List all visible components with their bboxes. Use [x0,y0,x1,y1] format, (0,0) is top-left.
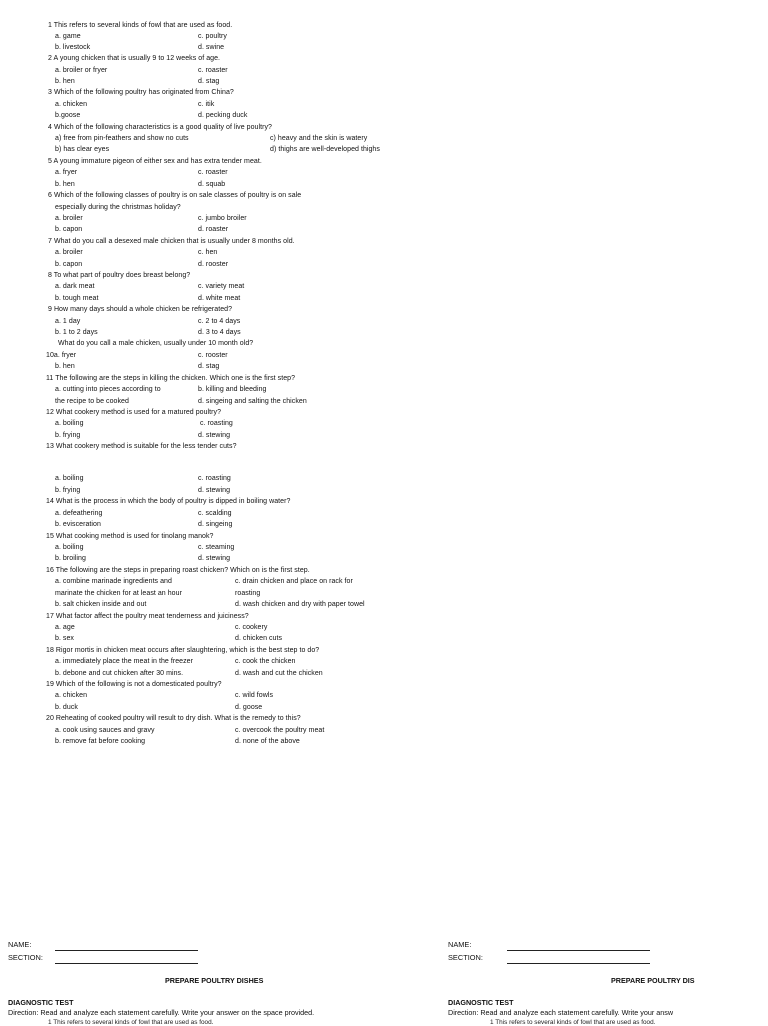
direction-text: Direction: Read and analyze each statement carefully. Write your answer on the space provided. [8,1008,315,1017]
option-a-continued: the recipe to be cooked [55,398,129,405]
cut-off-line: 1 This refers to several kinds of fowl that are used as food. [490,1019,656,1024]
question-1: 1 This refers to several kinds of fowl that are used as food. [48,22,233,29]
option-b: b. tough meat [55,295,99,302]
option-d: d. stewing [198,487,231,494]
option-a: a. broiler or fryer [55,67,108,74]
option-d: d. stewing [198,555,231,562]
option-c: c. roaster [198,169,228,176]
option-c: c. hen [198,249,218,256]
section-label: SECTION: [8,953,43,962]
option-b: b.goose [55,112,81,119]
option-d: d. wash chicken and dry with paper towel [235,601,365,608]
question-19: 19 Which of the following is not a domesticated poultry? [46,681,222,688]
option-d: d. white meat [198,295,241,302]
option-d: d. wash and cut the chicken [235,670,323,677]
option-b: b. hen [55,78,75,85]
option-d: d. 3 to 4 days [198,329,241,336]
question-8: 8 To what part of poultry does breast belong? [48,272,191,279]
option-b: b. capon [55,226,83,233]
question-6: 6 Which of the following classes of poultry is on sale classes of poultry is on sale [48,192,302,199]
option-a-continued: marinate the chicken for at least an hour [55,590,182,597]
option-c: c. overcook the poultry meat [235,727,325,734]
sheet-title: PREPARE POULTRY DISHES [165,976,264,985]
option-c: c. cook the chicken [235,658,296,665]
question-4: 4 Which of the following characteristics is a good quality of live poultry? [48,124,272,131]
question-11: 11 The following are the steps in killing the chicken. Which one is the first step? [46,375,296,382]
option-b: b. livestock [55,44,91,51]
option-d: d. chicken cuts [235,635,283,642]
option-c: c. roasting [198,475,231,482]
option-b: b. debone and cut chicken after 30 mins. [55,670,184,677]
option-a: a. defeathering [55,510,103,517]
option-a: a. fryer [55,169,78,176]
question-17: 17 What factor affect the poultry meat tenderness and juiciness? [46,613,249,620]
question-2: 2 A young chicken that is usually 9 to 12 weeks of age. [48,55,221,62]
option-d: d. roaster [198,226,229,233]
option-b: b. 1 to 2 days [55,329,98,336]
option-d: d. goose [235,704,263,711]
option-d: d) thighs are well-developed thighs [270,146,380,153]
option-c: c. scalding [198,510,232,517]
option-b: b. remove fat before cooking [55,738,146,745]
option-d: d. stag [198,78,220,85]
option-c: c. itik [198,101,215,108]
option-a: a. immediately place the meat in the freezer [55,658,193,665]
option-d: d. pecking duck [198,112,248,119]
option-d: d. none of the above [235,738,300,745]
sheet-title: PREPARE POULTRY DIS [611,976,695,985]
option-c: c) heavy and the skin is watery [270,135,368,142]
option-c: c. poultry [198,33,227,40]
option-c: c. variety meat [198,283,245,290]
option-a: 10a. fryer [46,352,77,359]
option-d: d. singeing [198,521,233,528]
option-c: c. rooster [198,352,228,359]
option-c: c. drain chicken and place on rack for [235,578,353,585]
option-b: b. duck [55,704,78,711]
direction-text: Direction: Read and analyze each statement carefully. Write your answ [448,1008,674,1017]
option-d: d. stag [198,363,220,370]
option-b: b) has clear eyes [55,146,110,153]
option-b: b. hen [55,363,75,370]
option-d: d. swine [198,44,225,51]
option-c-continued: roasting [235,590,261,597]
question-9: 9 How many days should a whole chicken be refrigerated? [48,306,233,313]
question-13: 13 What cookery method is suitable for the less tender cuts? [46,443,237,450]
question-16: 16 The following are the steps in preparing roast chicken? Which on is the first step. [46,567,310,574]
question-10: What do you call a male chicken, usually under 10 month old? [58,340,254,347]
option-d: d. stewing [198,432,231,439]
question-7: 7 What do you call a desexed male chicken that is usually under 8 months old. [48,238,295,245]
name-label: NAME: [448,940,472,949]
option-a: a. 1 day [55,318,81,325]
question-3: 3 Which of the following poultry has originated from China? [48,89,234,96]
option-c: c. steaming [198,544,235,551]
cut-off-line: 1 This refers to several kinds of fowl that are used as food. [48,1019,214,1026]
section-line[interactable] [507,963,650,964]
option-b: b. broiling [55,555,86,562]
option-a: a. boiling [55,544,84,551]
question-5: 5 A young immature pigeon of either sex and has extra tender meat. [48,158,262,165]
name-label: NAME: [8,940,32,949]
option-b: b. salt chicken inside and out [55,601,147,608]
option-c: c. 2 to 4 days [198,318,241,325]
question-15: 15 What cooking method is used for tinolang manok? [46,533,214,540]
option-d: d. singeing and salting the chicken [198,398,307,405]
option-a: a. boiling [55,475,84,482]
option-a: a. boiling [55,420,84,427]
option-c: c. cookery [235,624,268,631]
option-a: a. game [55,33,81,40]
question-12: 12 What cookery method is used for a matured poultry? [46,409,222,416]
test-label: DIAGNOSTIC TEST [8,998,74,1007]
question-18: 18 Rigor mortis in chicken meat occurs after slaughtering, which is the best step to do? [46,647,320,654]
option-a: a. broiler [55,249,83,256]
option-b: b. sex [55,635,74,642]
option-a: a. broiler [55,215,83,222]
question-14: 14 What is the process in which the body of poultry is dipped in boiling water? [46,498,291,505]
option-d: d. squab [198,181,226,188]
option-b: b. evisceration [55,521,101,528]
option-b: b. hen [55,181,75,188]
option-a: a. cook using sauces and gravy [55,727,155,734]
option-a: a. chicken [55,101,88,108]
test-label: DIAGNOSTIC TEST [448,998,514,1007]
option-c: c. jumbo broiler [198,215,247,222]
option-b: b. frying [55,432,81,439]
option-c: c. wild fowls [235,692,273,699]
option-b: b. killing and bleeding [198,386,267,393]
option-a: a. age [55,624,75,631]
question-20: 20 Reheating of cooked poultry will result to dry dish. What is the remedy to this? [46,715,301,722]
option-a: a) free from pin-feathers and show no cuts [55,135,189,142]
option-c: c. roasting [200,420,233,427]
option-a: a. cutting into pieces according to [55,386,161,393]
option-b: b. capon [55,261,83,268]
option-a: a. chicken [55,692,88,699]
option-b: b. frying [55,487,81,494]
option-d: d. rooster [198,261,229,268]
name-line[interactable] [507,950,650,951]
option-a: a. combine marinade ingredients and [55,578,172,585]
question-6-continued: especially during the christmas holiday? [55,204,181,211]
section-label: SECTION: [448,953,483,962]
option-c: c. roaster [198,67,228,74]
option-a: a. dark meat [55,283,95,290]
